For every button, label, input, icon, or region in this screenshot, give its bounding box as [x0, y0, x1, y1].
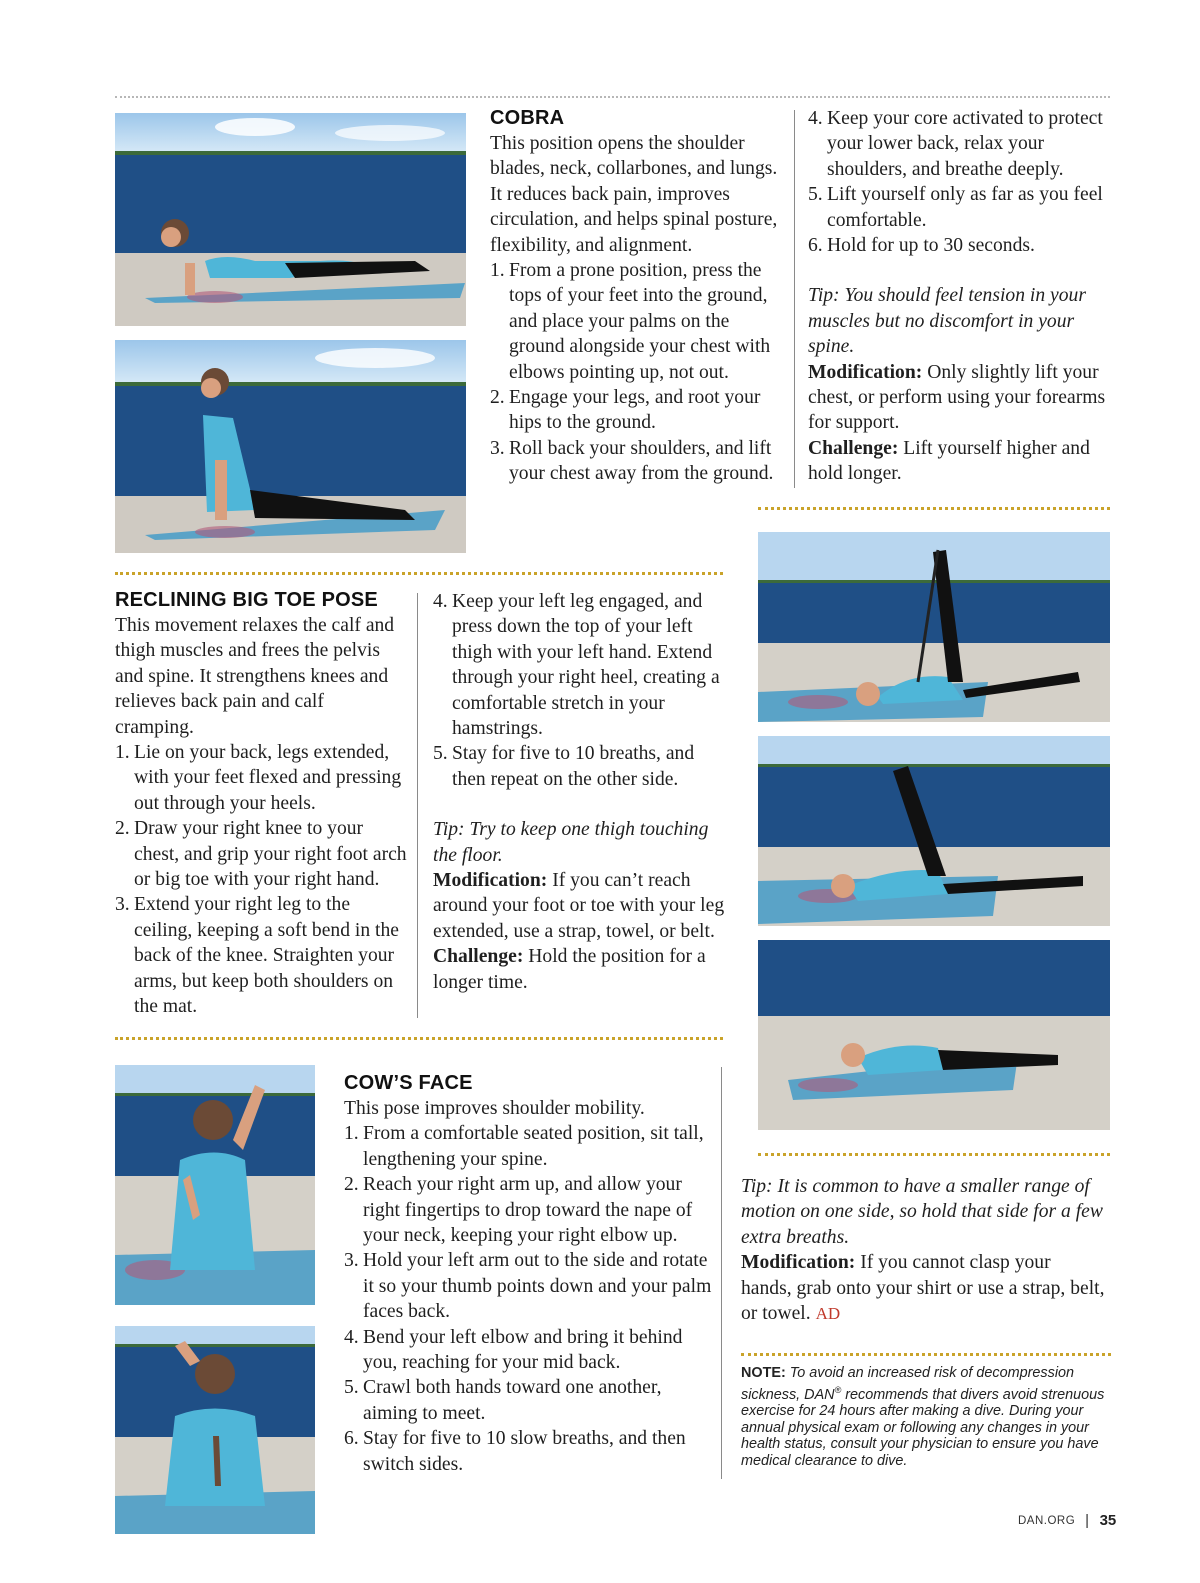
step-text: Engage your legs, and root your hips to the ground. [509, 387, 761, 434]
cows-face-photo-2 [115, 1326, 315, 1534]
cobra-photo-2 [115, 340, 466, 553]
cobra-steps-list-continued [808, 106, 1108, 258]
list-item [808, 233, 1108, 258]
modification-text: Only slightly lift your chest, or perform using your forearms for support. [808, 361, 1106, 434]
big-toe-challenge [433, 944, 725, 995]
big-toe-steps-list-continued [433, 589, 725, 792]
dive-safety-note [741, 1365, 1106, 1469]
page-footer [1018, 1512, 1116, 1529]
step-text: Reach your right arm up, and allow your right fingertips to drop toward the nape of your neck, keeping your right elbow up. [363, 1174, 693, 1247]
step-number: 4. [433, 591, 448, 612]
registered-mark: ® [834, 1384, 842, 1395]
cobra-bottom-divider [758, 507, 1110, 510]
modification-label: Modification: [741, 1252, 856, 1274]
footer-site: DAN.ORG [1018, 1514, 1076, 1527]
note-top-divider [741, 1353, 1111, 1356]
cobra-steps-list [490, 258, 782, 487]
step-text: Lift yourself only as far as you feel comfortable. [827, 184, 1103, 231]
step-number: 1. [115, 742, 130, 764]
cows-face-title: COW’S FACE [344, 1072, 473, 1094]
step-number: 5. [808, 184, 823, 206]
cows-face-top-divider [115, 1037, 723, 1040]
step-number: 4. [344, 1326, 359, 1348]
big-toe-photo-3 [758, 940, 1110, 1130]
cobra-modification [808, 360, 1108, 436]
big-toe-photo-2 [758, 736, 1110, 926]
step-number: 5. [433, 743, 448, 765]
modification-label: Modification: [808, 361, 923, 383]
note-text: To avoid an increased risk of decompression sickness, DAN [741, 1365, 1075, 1403]
big-toe-title: RECLINING BIG TOE POSE [115, 589, 378, 611]
step-text: Hold for up to 30 seconds. [827, 235, 1035, 257]
list-item [490, 258, 782, 385]
cows-face-steps-list [344, 1121, 712, 1477]
list-item [344, 1121, 712, 1172]
cows-face-intro: This pose improves shoulder mobility. [344, 1098, 645, 1119]
list-item [433, 589, 725, 741]
challenge-text: Hold the position for a longer time. [433, 946, 706, 993]
top-divider [115, 96, 1110, 98]
step-text: Stay for five to 10 breaths, and then repeat on the other side. [452, 743, 695, 790]
step-number: 5. [344, 1377, 359, 1399]
step-text: Draw your right knee to your chest, and grip your right foot arch or big toe with your right hand. [134, 818, 407, 891]
list-item [344, 1325, 712, 1376]
big-toe-photo-1 [758, 532, 1110, 722]
modification-text: If you cannot clasp your hands, grab onto your shirt or use a strap, belt, or towel. [741, 1252, 1105, 1325]
step-number: 6. [808, 235, 823, 257]
big-toe-modification [433, 868, 725, 944]
note-text-continued: recommends that divers avoid strenuous exercise for 24 hours after making a dive. During your annual physical exam or following any changes in your health status, consult your physician to ensure you have medical clearance to dive. [741, 1386, 1105, 1469]
end-mark: AD [815, 1304, 841, 1324]
cobra-title: COBRA [490, 107, 565, 129]
challenge-text: Lift yourself higher and hold longer. [808, 437, 1090, 485]
step-text: Bend your left elbow and bring it behind you, reaching for your mid back. [363, 1326, 683, 1374]
big-toe-column-rule [417, 593, 418, 1018]
step-text: Lie on your back, legs extended, with your feet flexed and pressing out through your heels. [134, 742, 402, 814]
cows-face-photo-1 [115, 1065, 315, 1305]
step-text: Stay for five to 10 slow breaths, and then switch sides. [363, 1428, 686, 1475]
list-item [115, 892, 407, 1019]
list-item [344, 1426, 712, 1477]
page-number: 35 [1099, 1512, 1117, 1529]
big-toe-tip: Tip: Try to keep one thigh touching the floor. [433, 819, 709, 866]
list-item [115, 740, 407, 816]
list-item [490, 385, 782, 436]
step-text: Crawl both hands toward one another, aiming to meet. [363, 1377, 662, 1424]
list-item [808, 182, 1108, 233]
step-number: 3. [344, 1250, 359, 1272]
big-toe-section-continued [433, 589, 725, 995]
step-text: Extend your right leg to the ceiling, keeping a soft bend in the back of the knee. Straighten your arms, but keep both shoulders on the mat. [134, 894, 399, 1018]
step-text: Hold your left arm out to the side and rotate it so your thumb points down and your palm faces back. [363, 1250, 712, 1323]
modification-label: Modification: [433, 870, 548, 892]
list-item [808, 106, 1108, 182]
challenge-label: Challenge: [808, 437, 899, 459]
step-number: 1. [490, 260, 505, 282]
cows-face-tip: Tip: It is common to have a smaller range of motion on one side, so hold that side for a few extra breaths. [741, 1176, 1103, 1248]
step-number: 3. [490, 437, 505, 459]
step-text: Keep your left leg engaged, and press down the top of your left thigh with your left hand. Extend through your right heel, creating a comfortable stretch in your hamstrings. [452, 591, 720, 740]
cobra-section-continued [808, 106, 1108, 487]
big-toe-section [115, 588, 407, 1020]
big-toe-top-divider [115, 572, 723, 575]
cows-face-column-rule [721, 1067, 722, 1479]
cobra-section [490, 106, 782, 487]
modification-text: If you can’t reach around your foot or toe with your leg extended, use a strap, towel, or belt. [433, 870, 725, 942]
step-text: From a comfortable seated position, sit tall, lengthening your spine. [363, 1123, 704, 1170]
list-item [344, 1248, 712, 1324]
step-text: From a prone position, press the tops of your feet into the ground, and place your palms on the ground alongside your chest with elbows pointing up, not out. [509, 260, 771, 383]
step-text: Keep your core activated to protect your lower back, relax your shoulders, and breathe deeply. [827, 108, 1103, 180]
cobra-column-rule [794, 110, 795, 488]
step-number: 2. [490, 387, 505, 409]
list-item [433, 741, 725, 792]
cobra-challenge [808, 436, 1108, 487]
cobra-intro: This position opens the shoulder blades, neck, collarbones, and lungs. It reduces back pain, improves circulation, and helps spinal posture, flexibility, and alignment. [490, 133, 778, 256]
step-number: 3. [115, 894, 130, 916]
list-item [344, 1172, 712, 1248]
cows-face-modification [741, 1250, 1106, 1326]
step-number: 4. [808, 108, 823, 129]
photo-bottom-divider [758, 1153, 1110, 1156]
cobra-tip: Tip: You should feel tension in your muscles but no discomfort in your spine. [808, 285, 1086, 358]
list-item [490, 436, 782, 487]
list-item [115, 816, 407, 892]
note-label: NOTE: [741, 1365, 786, 1381]
step-number: 2. [344, 1174, 359, 1196]
challenge-label: Challenge: [433, 946, 524, 968]
big-toe-steps-list [115, 740, 407, 1019]
footer-separator: | [1085, 1512, 1090, 1529]
big-toe-intro: This movement relaxes the calf and thigh muscles and frees the pelvis and spine. It strengthens knees and relieves back pain and calf cramping. [115, 615, 395, 738]
step-number: 6. [344, 1428, 359, 1450]
cows-face-tips [741, 1174, 1106, 1326]
cows-face-section [344, 1071, 712, 1477]
step-number: 1. [344, 1123, 359, 1145]
step-number: 2. [115, 818, 130, 840]
step-text: Roll back your shoulders, and lift your chest away from the ground. [509, 437, 774, 485]
list-item [344, 1375, 712, 1426]
cobra-photo-1 [115, 113, 466, 326]
